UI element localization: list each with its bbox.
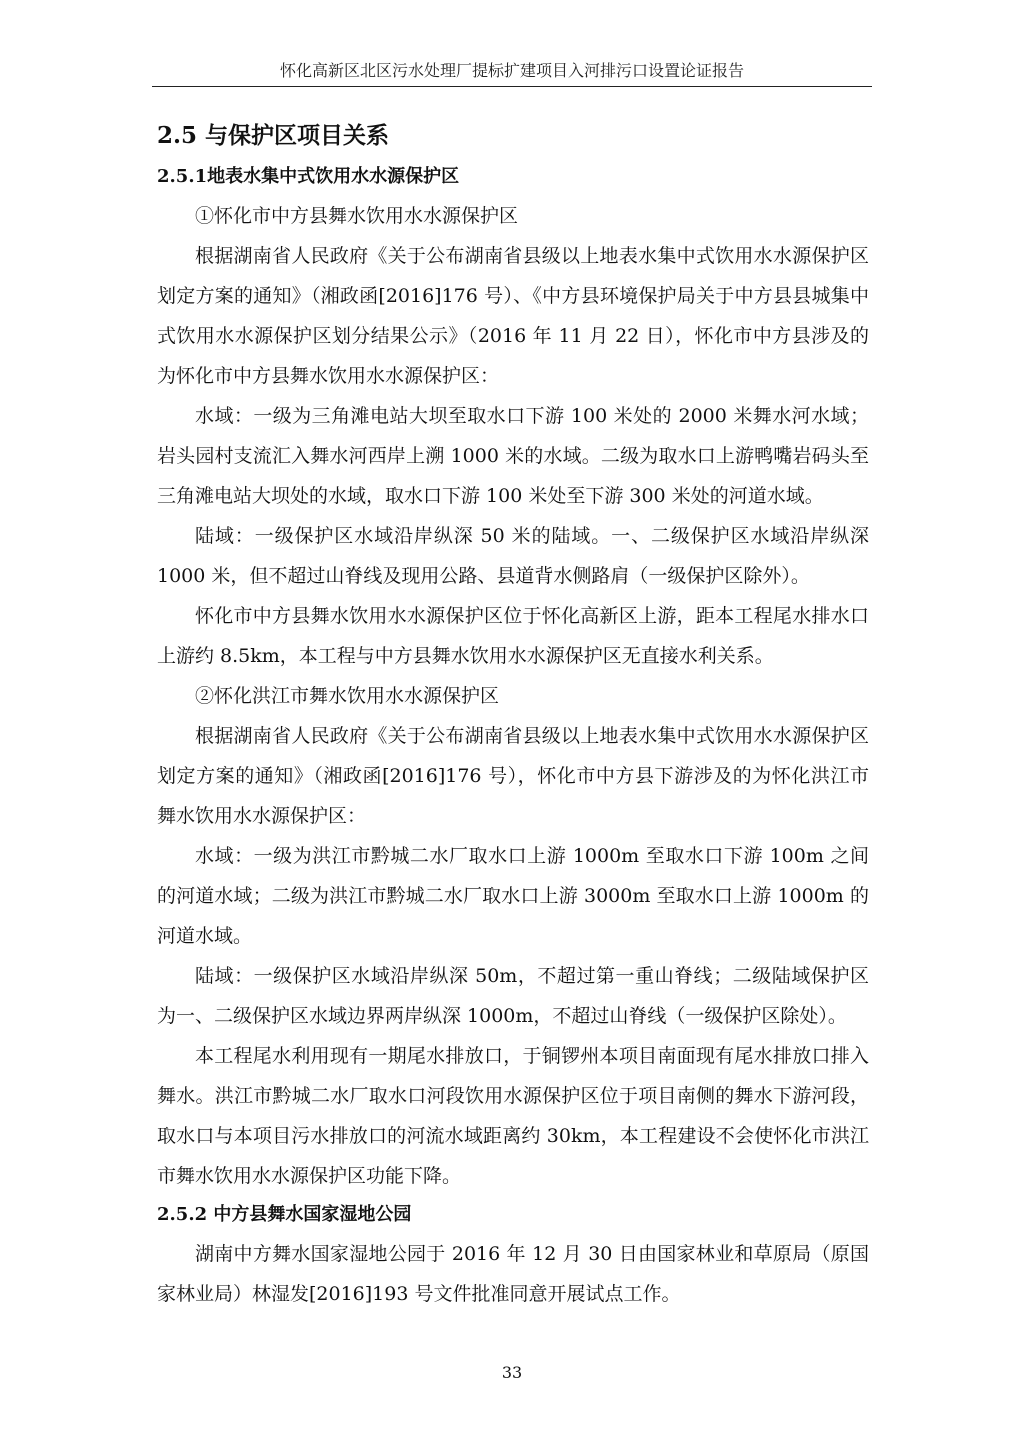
paragraph: 根据湖南省人民政府《关于公布湖南省县级以上地表水集中式饮用水水源保护区划定方案的通知》（湘政函[2016]176 号），怀化市中方县下游涉及的为怀化洪江市舞水饮用水水源保护区：	[157, 725, 869, 827]
page-number: 33	[501, 1363, 523, 1382]
subsection-heading-2-5-1: 2.5.1地表水集中式饮用水水源保护区	[157, 166, 460, 187]
page-body	[157, 118, 869, 1314]
paragraph: 怀化市中方县舞水饮用水水源保护区位于怀化高新区上游，距本工程尾水排水口上游约 8.5km，本工程与中方县舞水饮用水水源保护区无直接水利关系。	[157, 605, 869, 667]
item-heading-hongjiang: ②怀化洪江市舞水饮用水水源保护区	[195, 685, 500, 707]
paragraph: 水域：一级为三角滩电站大坝至取水口下游 100 米处的 2000 米舞水河水域；岩头园村支流汇入舞水河西岸上溯 1000 米的水域。二级为取水口上游鸭嘴岩码头至三角滩电站大坝处的水域，取水口下游 100 米处至下游 300 米处的河道水域。	[157, 405, 869, 507]
section-heading: 2.5 与保护区项目关系	[157, 122, 390, 149]
paragraph: 水域：一级为洪江市黔城二水厂取水口上游 1000m 至取水口下游 100m 之间的河道水域；二级为洪江市黔城二水厂取水口上游 3000m 至取水口上游 1000m 的河道水域。	[157, 845, 869, 947]
paragraph: 根据湖南省人民政府《关于公布湖南省县级以上地表水集中式饮用水水源保护区划定方案的通知》（湘政函[2016]176 号）、《中方县环境保护局关于中方县县城集中式饮用水水源保护区划分结果公示》（2016 年 11 月 22 日），怀化市中方县涉及的为怀化市中方县舞水饮用水水源保护区：	[157, 245, 869, 387]
item-heading-zhongfang: ①怀化市中方县舞水饮用水水源保护区	[195, 205, 519, 227]
subsection-heading-2-5-2: 2.5.2 中方县舞水国家湿地公园	[157, 1204, 412, 1225]
paragraph: 湖南中方舞水国家湿地公园于 2016 年 12 月 30 日由国家林业和草原局（原国家林业局）林湿发[2016]193 号文件批准同意开展试点工作。	[157, 1243, 869, 1305]
header-divider	[152, 86, 872, 87]
paragraph: 本工程尾水利用现有一期尾水排放口，于铜锣州本项目南面现有尾水排放口排入舞水。洪江市黔城二水厂取水口河段饮用水源保护区位于项目南侧的舞水下游河段，取水口与本项目污水排放口的河流水域距离约 30km，本工程建设不会使怀化市洪江市舞水饮用水水源保护区功能下降。	[157, 1045, 869, 1187]
paragraph: 陆域：一级保护区水域沿岸纵深 50m，不超过第一重山脊线；二级陆域保护区为一、二级保护区水域边界两岸纵深 1000m，不超过山脊线（一级保护区除处）。	[157, 965, 869, 1027]
running-header: 怀化高新区北区污水处理厂提标扩建项目入河排污口设置论证报告	[279, 61, 744, 80]
paragraph: 陆域：一级保护区水域沿岸纵深 50 米的陆域。一、二级保护区水域沿岸纵深 1000 米，但不超过山脊线及现用公路、县道背水侧路肩（一级保护区除外）。	[157, 525, 869, 587]
